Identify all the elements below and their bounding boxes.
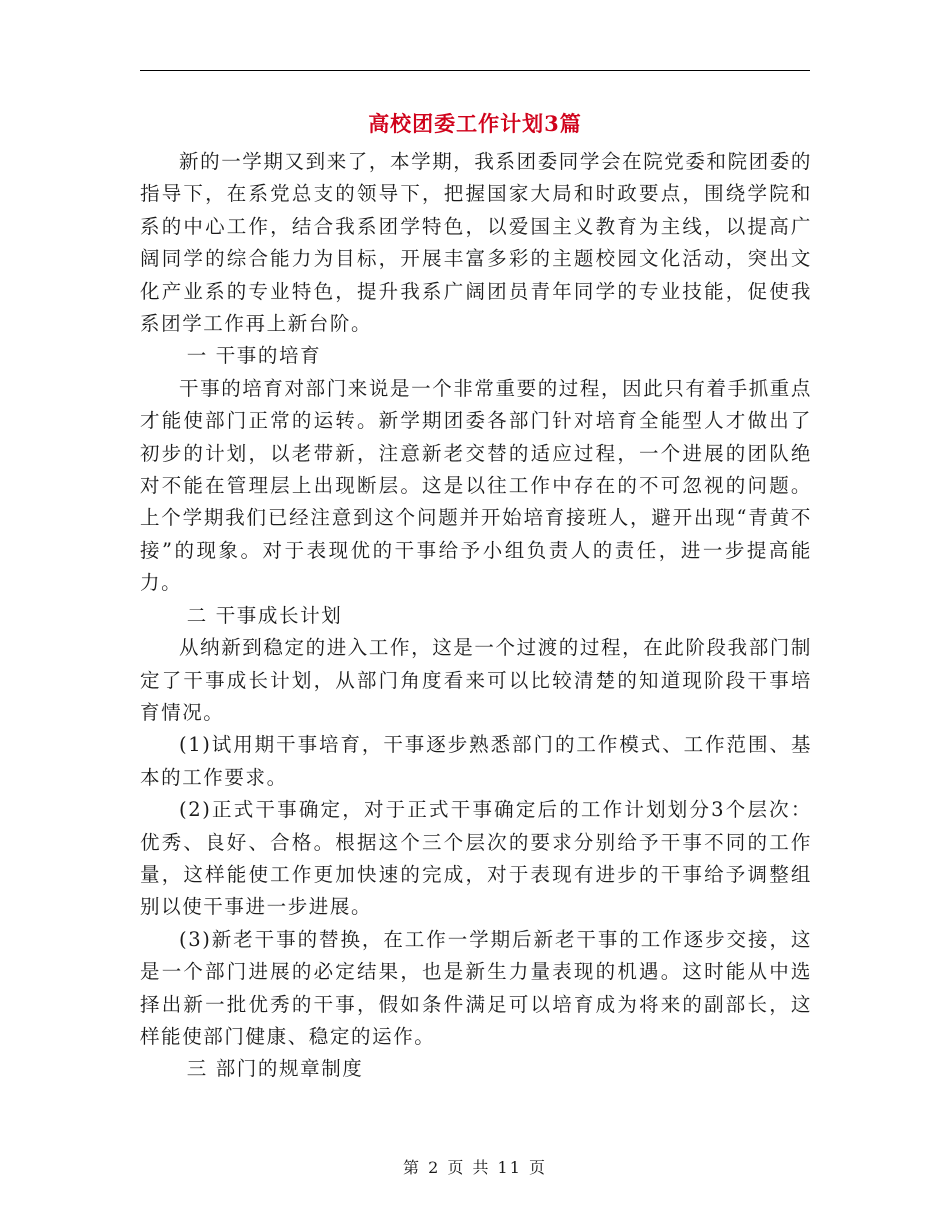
- document-title: 高校团委工作计划3篇: [368, 111, 582, 136]
- list-item-1: (1)试用期干事培育，干事逐步熟悉部门的工作模式、工作范围、基本的工作要求。: [140, 733, 812, 789]
- header-rule: [140, 70, 810, 71]
- section-heading-3: 三 部门的规章制度: [186, 1057, 364, 1081]
- section-1-paragraph: 干事的培育对部门来说是一个非常重要的过程，因此只有着手抓重点才能使部门正常的运转。新学期团委各部门针对培育全能型人才做出了初步的计划，以老带新，注意新老交替的适应过程，一个进展的团队绝对不能在管理层上出现断层。这是以往工作中存在的不可忽视的问题。上个学期我们已经注意到这个问题并开始培育接班人，避开出现“青黄不接”的现象。对于表现优的干事给予小组负责人的责任，进一步提高能力。: [140, 376, 813, 595]
- section-heading-1: 一 干事的培育: [186, 344, 322, 368]
- section-heading-2: 二 干事成长计划: [186, 603, 343, 627]
- document-body: [140, 146, 812, 1086]
- intro-paragraph: 新的一学期又到来了，本学期，我系团委同学会在院党委和院团委的指导下，在系党总支的领导下，把握国家大局和时政要点，围绕学院和系的中心工作，结合我系团学特色，以爱国主义教育为主线，以提高广阔同学的综合能力为目标，开展丰富多彩的主题校园文化活动，突出文化产业系的专业特色，提升我系广阔团员青年同学的专业技能，促使我系团学工作再上新台阶。: [140, 150, 813, 336]
- page-number-footer: 第 2 页 共 11 页: [403, 1158, 547, 1177]
- section-2-paragraph: 从纳新到稳定的进入工作，这是一个过渡的过程，在此阶段我部门制定了干事成长计划，从部门角度看来可以比较清楚的知道现阶段干事培育情况。: [140, 636, 813, 724]
- list-item-2: (2)正式干事确定，对于正式干事确定后的工作计划划分3个层次：优秀、良好、合格。根据这个三个层次的要求分别给予干事不同的工作量，这样能使工作更加快速的完成，对于表现有进步的干事给予调整组别以使干事进一步进展。: [140, 798, 812, 919]
- list-item-3: (3)新老干事的替换，在工作一学期后新老干事的工作逐步交接，这是一个部门进展的必定结果，也是新生力量表现的机遇。这时能从中选择出新一批优秀的干事，假如条件满足可以培育成为将来的副部长，这样能使部门健康、稳定的运作。: [140, 927, 812, 1048]
